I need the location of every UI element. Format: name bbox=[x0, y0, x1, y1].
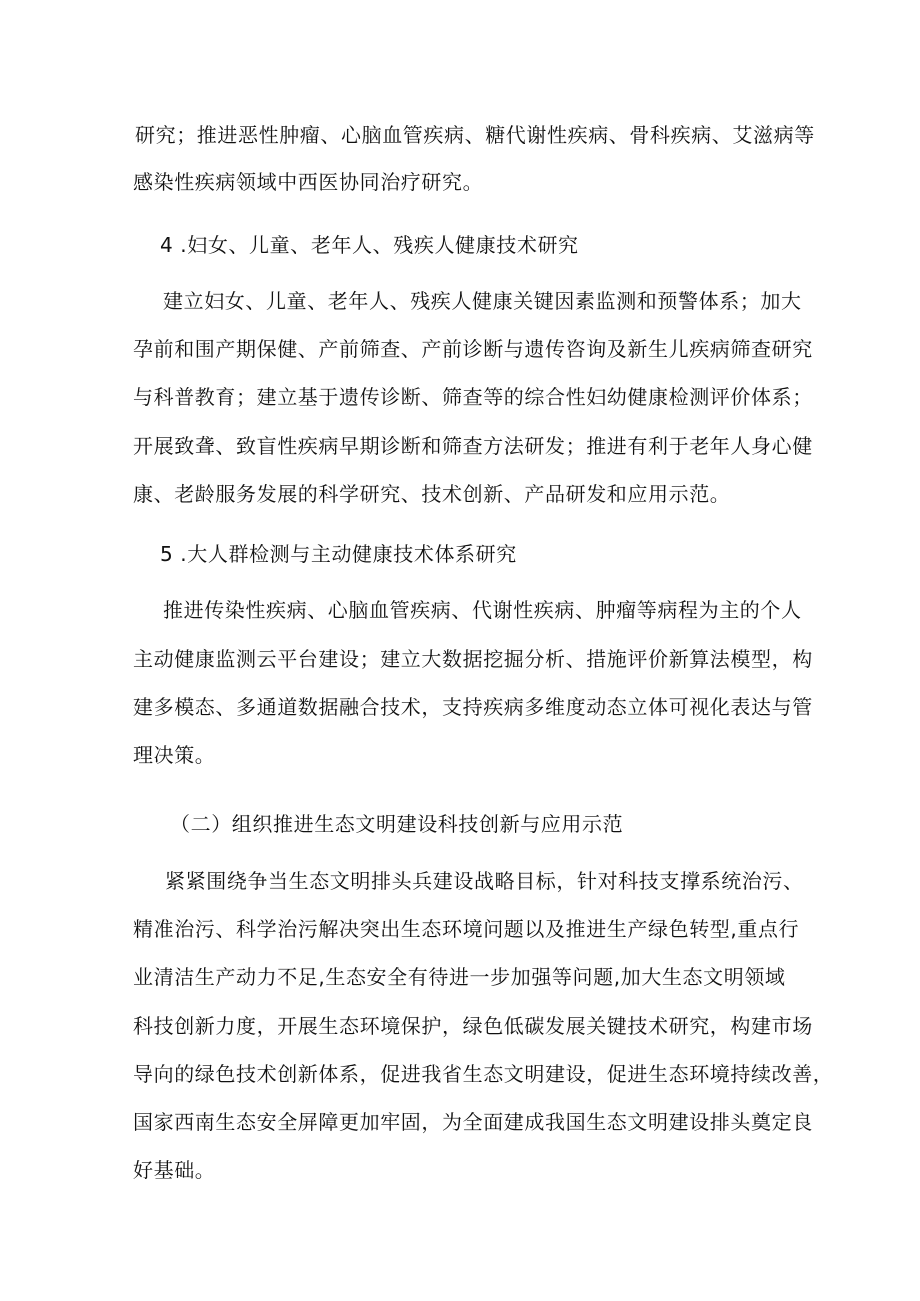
para-section-line-2: 精准治污、科学治污解决突出生态环境问题以及推进生产绿色转型,重点行 bbox=[133, 917, 800, 941]
para-section-line-7: 好基础。 bbox=[133, 1158, 216, 1182]
heading-5: 5 .大人群检测与主动健康技术体系研究 bbox=[160, 542, 517, 566]
para-5-line-3: 建多模态、多通道数据融合技术，支持疾病多维度动态立体可视化表达与管 bbox=[133, 695, 813, 719]
para-5-line-4: 理决策。 bbox=[133, 743, 216, 767]
para-section-line-4: 科技创新力度，开展生态环境保护，绿色低碳发展关键技术研究，构建市场 bbox=[133, 1014, 813, 1038]
para-4-line-5: 康、老龄服务发展的科学研究、技术创新、产品研发和应用示范。 bbox=[133, 482, 731, 506]
para-section-line-1: 紧紧围绕争当生态文明排头兵建设战略目标，针对科技支撑系统治污、 bbox=[165, 869, 804, 893]
para-section-line-5: 导向的绿色技术创新体系，促进我省生态文明建设，促进生态环境持续改善， bbox=[133, 1062, 834, 1086]
para-5-line-2: 主动健康监测云平台建设；建立大数据挖掘分析、措施评价新算法模型，构 bbox=[133, 647, 813, 671]
para-continued-line-2: 感染性疾病领域中西医协同治疗研究。 bbox=[133, 170, 484, 194]
para-4-line-3: 与科普教育；建立基于遗传诊断、筛查等的综合性妇幼健康检测评价体系； bbox=[133, 385, 813, 409]
para-section-line-3: 业清洁生产动力不足,生态安全有待进一步加强等问题,加大生态文明领域 bbox=[133, 965, 786, 989]
heading-4: 4 .妇女、儿童、老年人、残疾人健康技术研究 bbox=[160, 233, 579, 257]
para-4-line-4: 开展致聋、致盲性疾病早期诊断和筛查方法研发；推进有利于老年人身心健 bbox=[133, 434, 813, 458]
para-4-line-2: 孕前和围产期保健、产前筛查、产前诊断与遗传咨询及新生儿疾病筛查研究 bbox=[133, 337, 813, 361]
para-5-line-1: 推进传染性疾病、心脑血管疾病、代谢性疾病、肿瘤等病程为主的个人 bbox=[163, 598, 802, 622]
para-4-line-1: 建立妇女、儿童、老年人、残疾人健康关键因素监测和预警体系；加大 bbox=[163, 289, 802, 313]
para-section-line-6: 国家西南生态安全屏障更加牢固，为全面建成我国生态文明建设排头奠定良 bbox=[133, 1110, 813, 1134]
section-heading: （二）组织推进生态文明建设科技创新与应用示范 bbox=[170, 812, 624, 836]
para-continued-line-1: 研究；推进恶性肿瘤、心脑血管疾病、糖代谢性疾病、骨科疾病、艾滋病等 bbox=[135, 123, 815, 147]
